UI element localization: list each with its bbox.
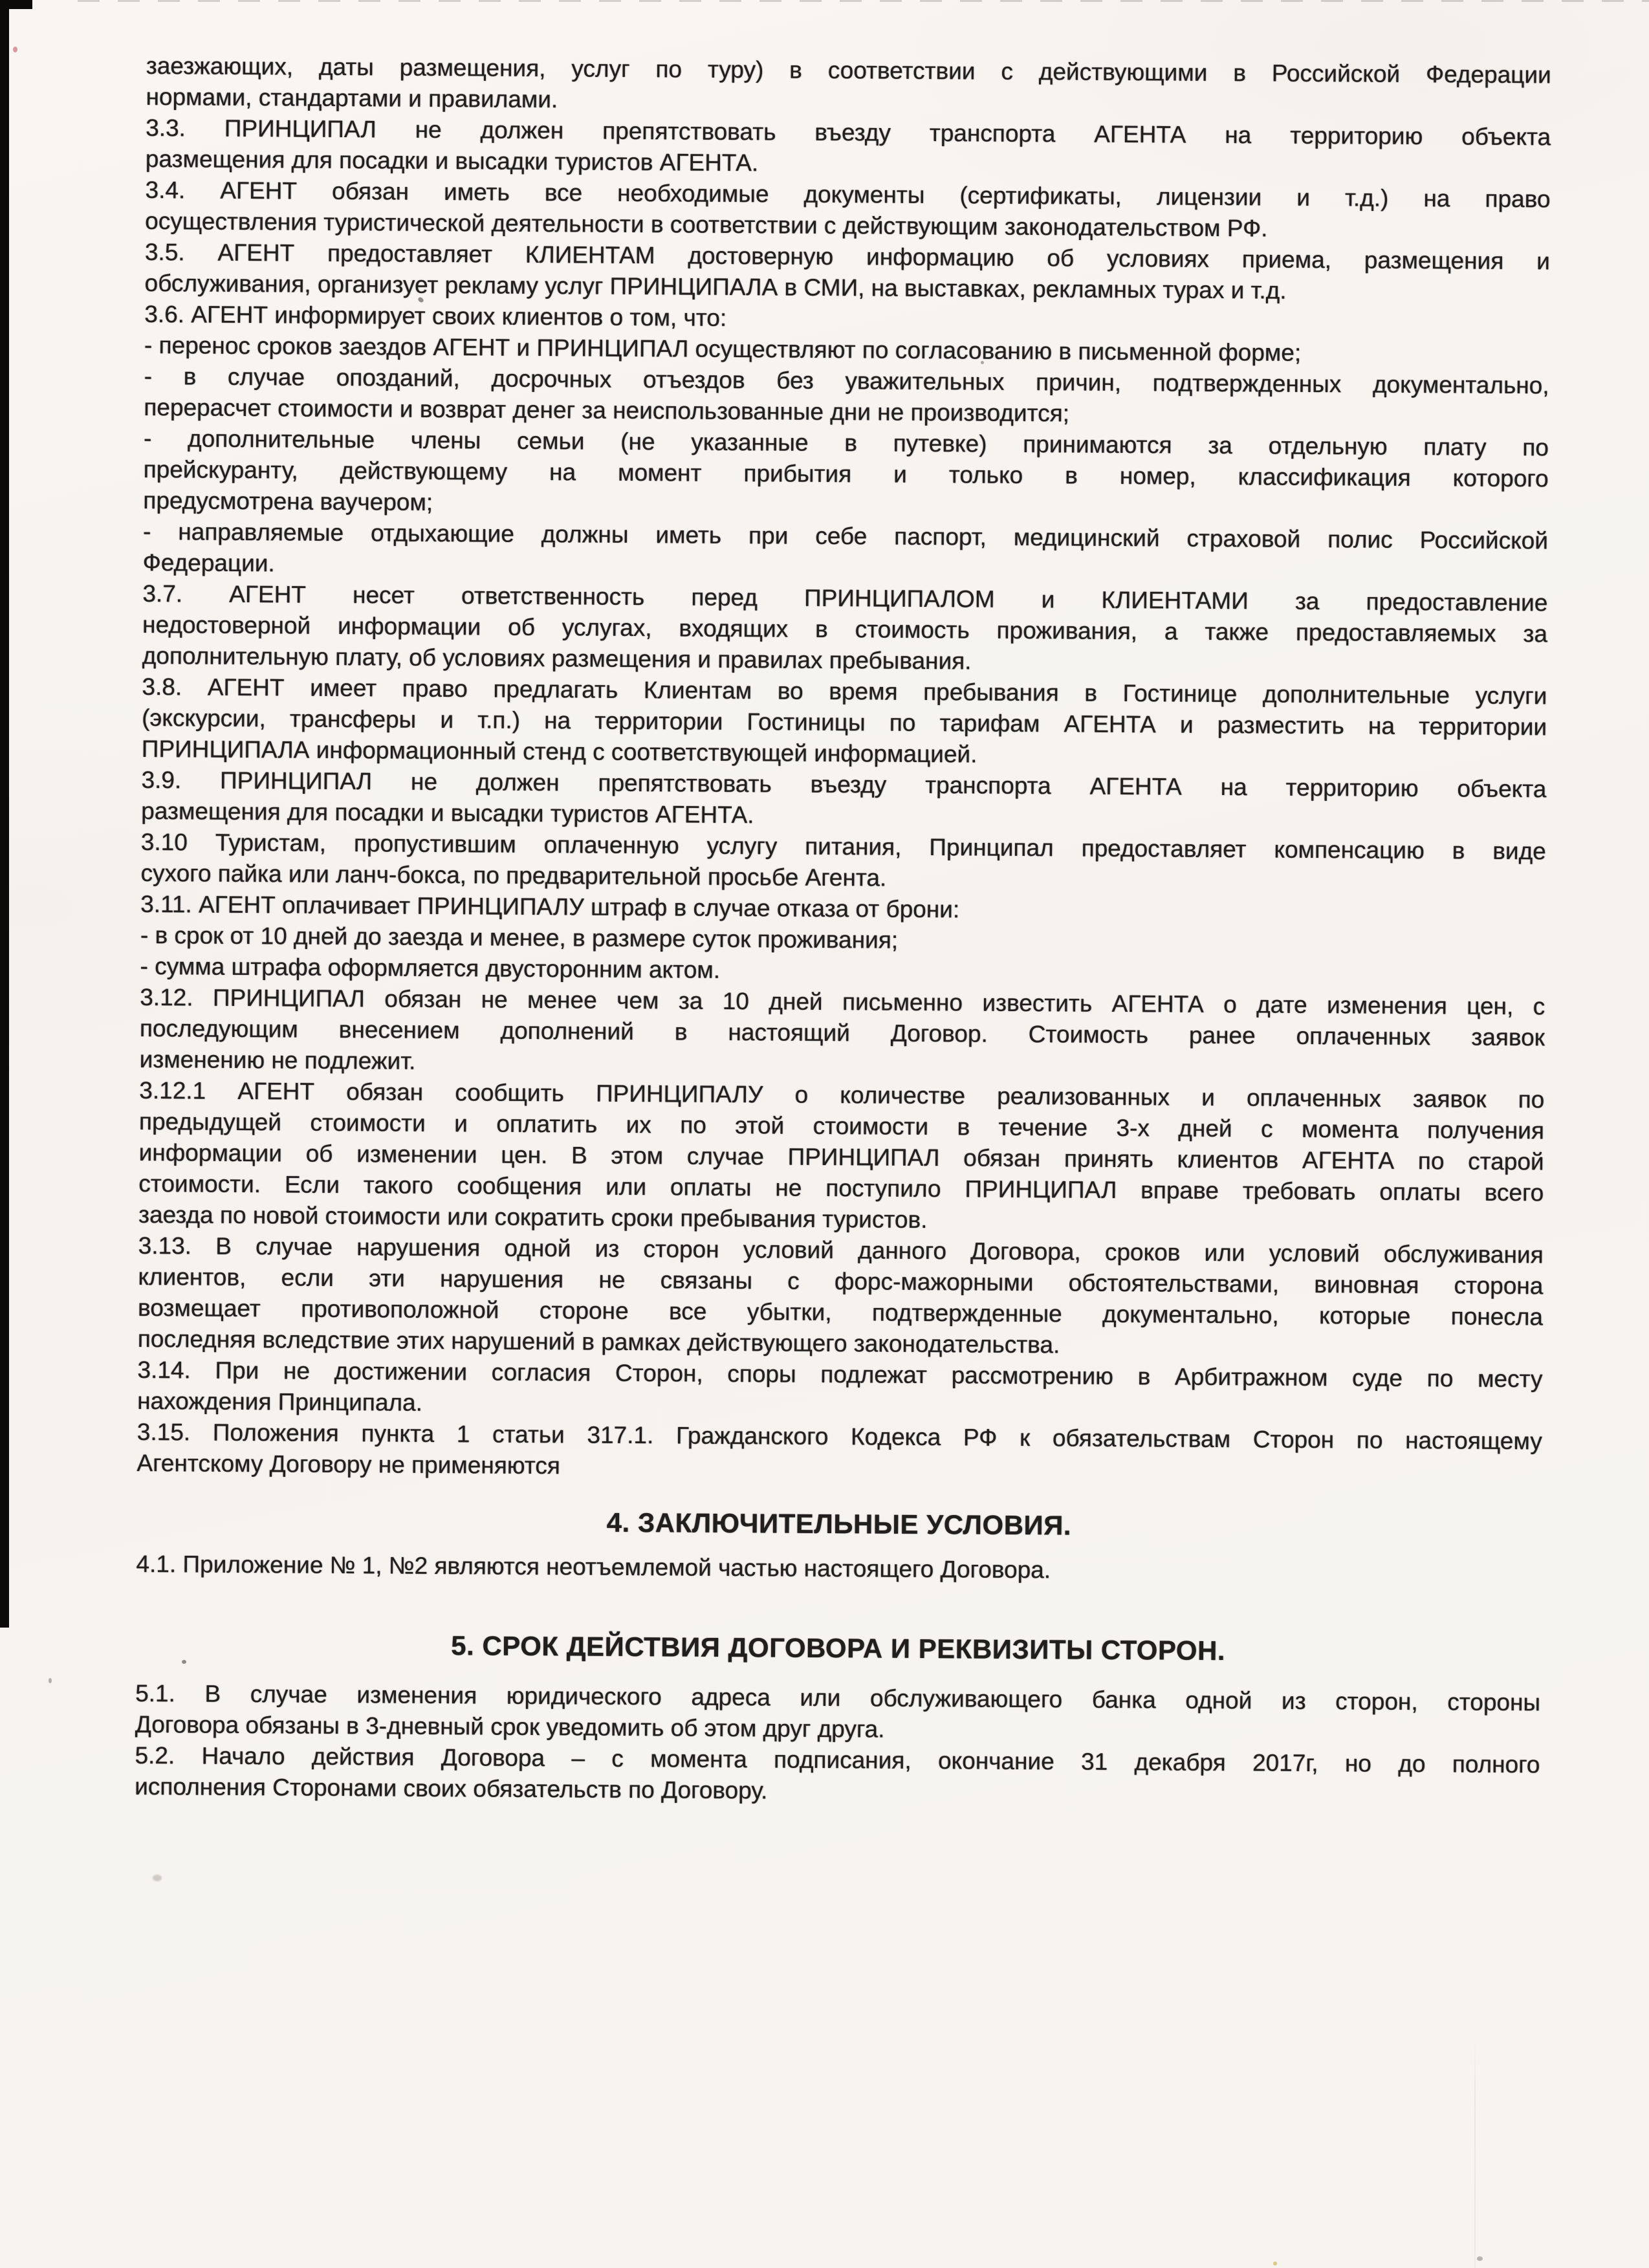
paragraph — [142, 578, 1548, 681]
document-line: предыдущей стоимости и оплатить их по этой стоимости в течение 3-х дней с момента получения — [138, 1107, 1545, 1144]
document-line: - дополнительные члены семьи (не указанные в путевке) принимаются за отдельную плату по — [143, 424, 1549, 461]
paragraph — [140, 827, 1546, 898]
paper-speck — [1477, 2256, 1483, 2261]
paragraph — [143, 516, 1549, 587]
document-line: Агентскому Договору не применяются — [137, 1449, 560, 1479]
document-line: 3.7. АГЕНТ несет ответственность перед ПРИНЦИПАЛОМ и КЛИЕНТАМИ за предоставление — [142, 580, 1548, 616]
paragraph — [146, 113, 1551, 184]
document-line: последняя вследствие этих нарушений в рамках действующего законодательства. — [137, 1325, 1060, 1358]
paragraph — [144, 237, 1550, 308]
document-line: стоимости. Если такого сообщения или оплаты не поступило ПРИНЦИПАЛ вправе требовать оплаты всего — [138, 1170, 1544, 1206]
scanner-edge-bar-left — [0, 0, 9, 1628]
document-line: 3.5. АГЕНТ предоставляет КЛИЕНТАМ достоверную информацию об условиях приема, размещения и — [144, 238, 1551, 275]
paragraph — [137, 1417, 1542, 1488]
document-text-block — [135, 50, 1551, 1811]
paragraph — [145, 175, 1551, 246]
document-line: 3.12.1 АГЕНТ обязан сообщить ПРИНЦИПАЛУ о количестве реализованных и оплаченных заявок по — [139, 1076, 1545, 1113]
document-line: 3.3. ПРИНЦИПАЛ не должен препятствовать въезду транспорта АГЕНТА на территорию объекта — [146, 114, 1551, 151]
document-line: дополнительную плату, об условиях размещения и правилах пребывания. — [142, 642, 972, 675]
document-line: 3.8. АГЕНТ имеет право предлагать Клиентам во время пребывания в Гостинице дополнительные услуги — [142, 673, 1547, 710]
section-heading: 4. ЗАКЛЮЧИТЕЛЬНЫЕ УСЛОВИЯ. — [606, 1507, 1072, 1541]
paper-speck — [153, 1875, 162, 1881]
document-line: 3.15. Положения пункта 1 статьи 317.1. Гражданского Кодекса РФ к обязательствам Сторон по настоящему — [137, 1418, 1542, 1455]
document-line: нахождения Принципала. — [137, 1387, 423, 1416]
document-line: сухого пайка или ланч-бокса, по предварительной просьбе Агента. — [140, 859, 887, 891]
document-line: 3.13. В случае нарушения одной из сторон условий данного Договора, сроков или условий обслуживания — [138, 1232, 1544, 1269]
document-line: - в срок от 10 дней до заезда и менее, в размере суток проживания; — [140, 921, 899, 954]
document-line: Договора обязаны в 3-дневный срок уведомить об этом друг друга. — [135, 1710, 885, 1743]
document-line: - сумма штрафа оформляется двусторонним актом. — [140, 952, 721, 983]
paper-speck — [13, 47, 17, 52]
document-line: 3.11. АГЕНТ оплачивает ПРИНЦИПАЛУ штраф в случае отказа от брони: — [140, 890, 960, 923]
document-line: обслуживания, организует рекламу услуг ПРИНЦИПАЛА в СМИ, на выставках, рекламных турах и т.д. — [144, 269, 1287, 304]
document-line: перерасчет стоимости и возврат денег за неиспользованные дни не производится; — [144, 393, 1070, 427]
document-line: размещения для посадки и высадки туристов АГЕНТА. — [145, 145, 759, 177]
paper-crease — [1474, 2038, 1476, 2268]
document-line: клиентов, если эти нарушения не связаны с форс-мажорными обстоятельствами, виновная сторона — [138, 1263, 1544, 1300]
document-line: прейскуранту, действующему на момент прибытия и только в номер, классификация которого — [143, 455, 1549, 492]
paragraph — [144, 361, 1549, 432]
document-line: возмещает противоположной стороне все убытки, подтвержденные документально, которые понесла — [137, 1294, 1544, 1331]
document-line: заезжающих, даты размещения, услуг по туру) в соответствии с действующими в Российской Федерации — [146, 52, 1551, 89]
document-line: 3.10 Туристам, пропустившим оплаченную услугу питания, Принципал предоставляет компенсацию в виде — [140, 828, 1546, 865]
paragraph — [141, 765, 1547, 836]
scanner-edge-bar-top-corner — [0, 0, 32, 9]
document-line: заезда по новой стоимости или сократить сроки пребывания туристов. — [138, 1201, 928, 1234]
paragraph — [135, 1740, 1540, 1811]
paragraph — [135, 1678, 1541, 1749]
document-line: информации об изменении цен. В этом случае ПРИНЦИПАЛ обязан принять клиентов АГЕНТА по старой — [138, 1139, 1544, 1175]
paper-speck — [1273, 2262, 1277, 2265]
document-line: - в случае опозданий, досрочных отъездов без уважительных причин, подтвержденных документально, — [144, 362, 1549, 399]
document-line: 5.1. В случае изменения юридического адреса или обслуживающего банка одной из сторон, стороны — [135, 1679, 1541, 1716]
paragraph — [138, 1075, 1545, 1239]
paragraph — [137, 1355, 1543, 1426]
paragraph — [142, 671, 1547, 774]
document-line: 3.14. При не достижении согласия Сторон, споры подлежат рассмотрению в Арбитражном суде по месту — [137, 1356, 1543, 1393]
paragraph — [146, 50, 1551, 122]
document-line: изменению не подлежит. — [139, 1045, 416, 1074]
document-line: (экскурсии, трансферы и т.п.) на территории Гостиницы по тарифам АГЕНТА и разместить на территории — [142, 704, 1547, 741]
document-line: размещения для посадки и высадки туристов АГЕНТА. — [141, 797, 754, 829]
document-line: осуществления туристической деятельности в соответствии с действующим законодательством РФ. — [145, 207, 1268, 242]
paper-speck — [49, 1678, 52, 1683]
document-line: - направляемые отдыхающие должны иметь при себе паспорт, медицинский страховой полис Российской — [142, 518, 1549, 554]
document-line: последующим внесением дополнений в настоящий Договор. Стоимость ранее оплаченных заявок — [139, 1014, 1545, 1051]
section-heading: 5. СРОК ДЕЙСТВИЯ ДОГОВОРА И РЕКВИЗИТЫ СТОРОН. — [451, 1630, 1226, 1666]
document-line: 3.9. ПРИНЦИПАЛ не должен препятствовать въезду транспорта АГЕНТА на территорию объекта — [141, 766, 1547, 803]
document-line: недостоверной информации об услугах, входящих в стоимость проживания, а также предоставляемых за — [142, 611, 1548, 648]
document-line: Федерации. — [142, 549, 275, 577]
document-line: - перенос сроков заездов АГЕНТ и ПРИНЦИПАЛ осуществляют по согласованию в письменной форме; — [144, 331, 1302, 366]
document-line: 5.2. Начало действия Договора – с момента подписания, окончание 31 декабря 2017г, но до полного — [135, 1741, 1540, 1778]
document-line: предусмотрена ваучером; — [143, 486, 433, 516]
document-line: 3.12. ПРИНЦИПАЛ обязан не менее чем за 10 дней письменно известить АГЕНТА о дате изменения цен, с — [140, 983, 1545, 1020]
document-line: 4.1. Приложение № 1, №2 являются неотъемлемой частью настоящего Договора. — [136, 1550, 1051, 1584]
paragraph — [139, 982, 1545, 1084]
paragraph — [138, 1230, 1544, 1364]
scanner-top-streak — [78, 0, 1649, 2]
document-line: исполнения Сторонами своих обязательств по Договору. — [135, 1772, 768, 1804]
document-line: 3.4. АГЕНТ обязан иметь все необходимые документы (сертификаты, лицензии и т.д.) на право — [145, 176, 1551, 213]
document-line: ПРИНЦИПАЛА информационный стенд с соответствующей информацией. — [141, 735, 977, 768]
document-line: 3.6. АГЕНТ информирует своих клиентов о том, что: — [144, 300, 727, 331]
document-line: нормами, стандартами и правилами. — [146, 83, 558, 113]
paragraph — [143, 423, 1549, 525]
paragraph — [136, 1549, 1541, 1589]
